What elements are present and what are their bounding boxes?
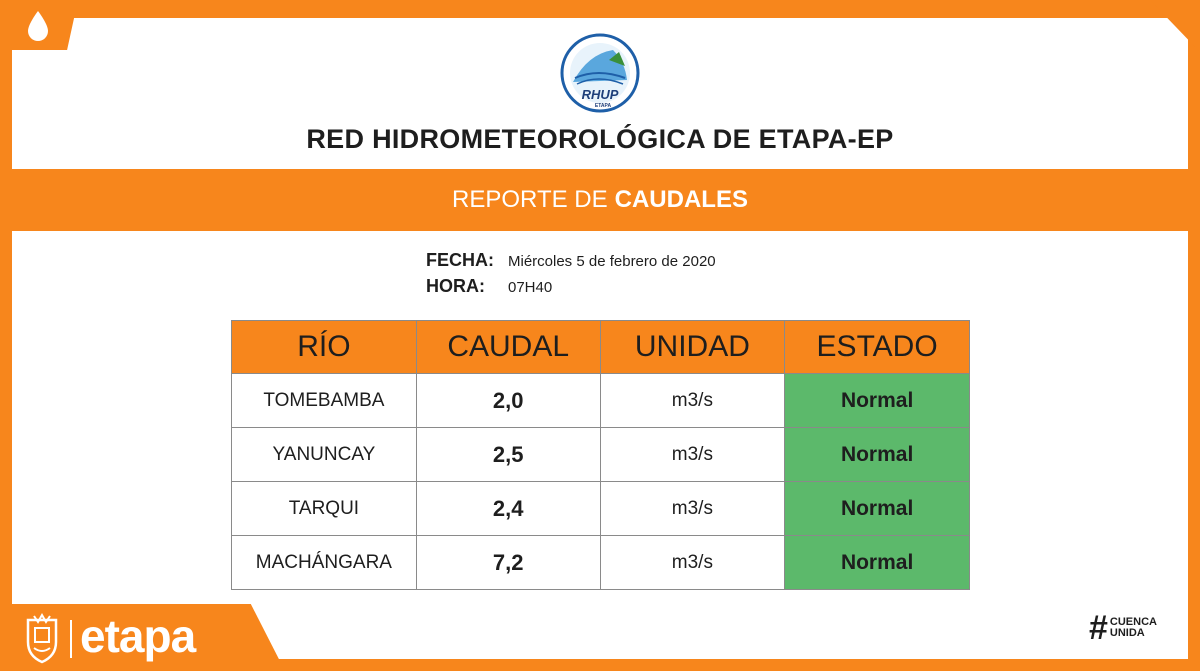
status-cell: Normal	[785, 536, 970, 590]
river-name: TOMEBAMBA	[232, 374, 417, 428]
river-name: MACHÁNGARA	[232, 536, 417, 590]
flow-unit: m3/s	[600, 374, 785, 428]
hashtag-line-1: CUENCA	[1109, 616, 1157, 628]
time-value: 07H40	[508, 279, 553, 296]
flow-value: 2,4	[416, 482, 600, 536]
status-cell: Normal	[785, 482, 970, 536]
banner-emphasis: CAUDALES	[614, 186, 748, 213]
water-drop-icon	[26, 10, 50, 42]
river-name: YANUNCAY	[232, 428, 417, 482]
flow-report-table	[231, 320, 970, 590]
etapa-logo: etapa	[80, 610, 196, 662]
table-row	[232, 536, 970, 590]
table-row	[232, 428, 970, 482]
footer-divider	[70, 620, 72, 658]
flow-value: 7,2	[416, 536, 600, 590]
status-cell: Normal	[785, 374, 970, 428]
cuenca-unida-hashtag	[1089, 609, 1157, 647]
rhup-logo-text: RHUP	[581, 87, 619, 102]
banner-prefix: REPORTE DE	[452, 186, 608, 213]
column-header-estado: ESTADO	[785, 321, 970, 374]
report-banner	[0, 169, 1200, 231]
table-header-row	[232, 321, 970, 374]
date-label: FECHA:	[426, 250, 494, 270]
column-header-unidad: UNIDAD	[600, 321, 785, 374]
frame-top-border	[0, 0, 1200, 18]
flow-value: 2,0	[416, 374, 600, 428]
hashtag-line-2: UNIDA	[1109, 627, 1145, 639]
time-label: HORA:	[426, 276, 485, 296]
frame-right-border	[1188, 0, 1200, 671]
frame-left-border	[0, 0, 12, 671]
report-meta	[426, 250, 716, 302]
river-name: TARQUI	[232, 482, 417, 536]
table-row	[232, 374, 970, 428]
column-header-caudal: CAUDAL	[416, 321, 600, 374]
flow-unit: m3/s	[600, 482, 785, 536]
rhup-logo	[553, 32, 647, 114]
flow-unit: m3/s	[600, 536, 785, 590]
column-header-rio: RÍO	[232, 321, 417, 374]
rhup-logo-subtext: ETAPA	[594, 103, 612, 109]
date-value: Miércoles 5 de febrero de 2020	[508, 253, 716, 270]
flow-unit: m3/s	[600, 428, 785, 482]
table-row	[232, 482, 970, 536]
status-cell: Normal	[785, 428, 970, 482]
page-title: RED HIDROMETEOROLÓGICA DE ETAPA-EP	[306, 124, 894, 154]
flow-value: 2,5	[416, 428, 600, 482]
city-crest-icon	[22, 612, 62, 664]
hashtag-symbol: #	[1089, 609, 1108, 647]
